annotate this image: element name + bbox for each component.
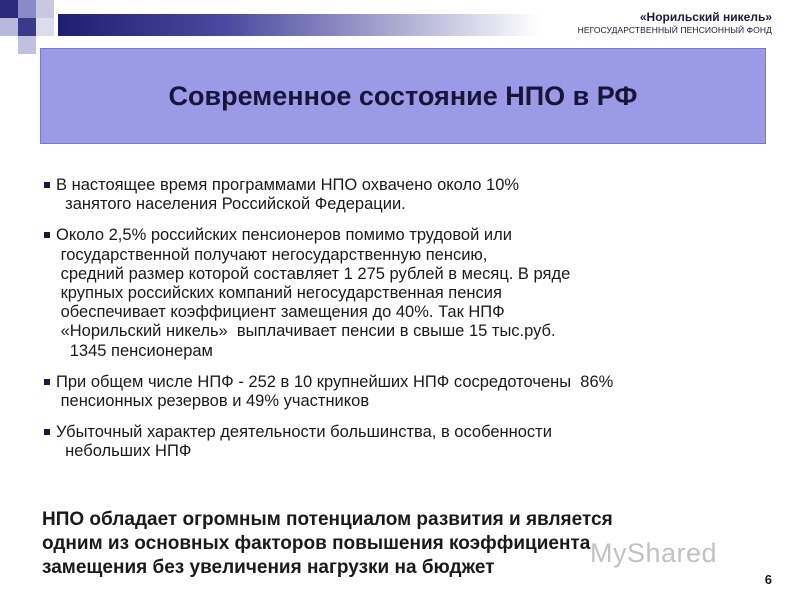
- bullet-square-icon: [44, 182, 50, 188]
- conclusion-line: НПО обладает огромным потенциалом развития и является: [42, 509, 613, 530]
- bullet-line: занятого населения Российской Федерации.: [56, 195, 406, 214]
- decorative-square: [0, 0, 18, 18]
- decorative-square: [36, 0, 54, 18]
- bullet-item: [42, 373, 772, 411]
- bullet-line: средний размер которой составляет 1 275 рублей в месяц. В ряде: [56, 264, 571, 283]
- bullet-square-icon: [44, 232, 50, 238]
- title-box: [40, 48, 766, 144]
- bullet-line: Убыточный характер деятельности большинства, в особенности: [56, 423, 552, 442]
- page-number: 6: [764, 572, 772, 587]
- conclusion-line: замещения без увеличения нагрузки на бюджет: [42, 557, 495, 578]
- decorative-square: [36, 18, 54, 36]
- bullet-line: В настоящее время программами НПО охвачено около 10%: [56, 176, 520, 194]
- bullet-line: государственной получают негосударственную пенсию,: [56, 245, 488, 264]
- bullet-line: обеспечивает коэффициент замещения до 40%. Так НПФ: [56, 303, 505, 322]
- decorative-square: [18, 0, 36, 18]
- bullet-line: При общем числе НПФ - 252 в 10 крупнейших НПФ сосредоточены 86%: [56, 372, 614, 391]
- bullet-line: «Норильский никель» выплачивает пенсии в свыше 15 тыс.руб.: [56, 322, 556, 341]
- decorative-square: [18, 36, 36, 54]
- decorative-square: [0, 18, 18, 36]
- decorative-square: [18, 18, 36, 36]
- brand-subtitle: НЕГОСУДАРСТВЕННЫЙ ПЕНСИОННЫЙ ФОНД: [577, 25, 772, 35]
- bullet-square-icon: [44, 429, 50, 435]
- slide-title: Современное состояние НПО в РФ: [168, 80, 638, 111]
- bullet-line: небольших НПФ: [56, 442, 192, 461]
- bullet-line: 1345 пенсионерам: [56, 341, 213, 360]
- bullet-square-icon: [44, 379, 50, 385]
- bullet-item: [42, 176, 772, 214]
- conclusion-line: одним из основных факторов повышения коэффициента: [42, 533, 591, 554]
- bullet-line: пенсионных резервов и 49% участников: [56, 392, 370, 411]
- bullet-line: Около 2,5% российских пенсионеров помимо трудовой или: [56, 226, 512, 245]
- brand-block: [578, 10, 772, 35]
- bullet-item: [42, 423, 772, 461]
- brand-name: «Норильский никель»: [639, 10, 772, 24]
- bullet-line: крупных российских компаний негосударственная пенсия: [56, 284, 502, 303]
- bullet-list: [42, 176, 772, 474]
- watermark: MyShared: [590, 538, 718, 568]
- bullet-item: [42, 226, 772, 360]
- header-gradient-bar: [58, 14, 540, 36]
